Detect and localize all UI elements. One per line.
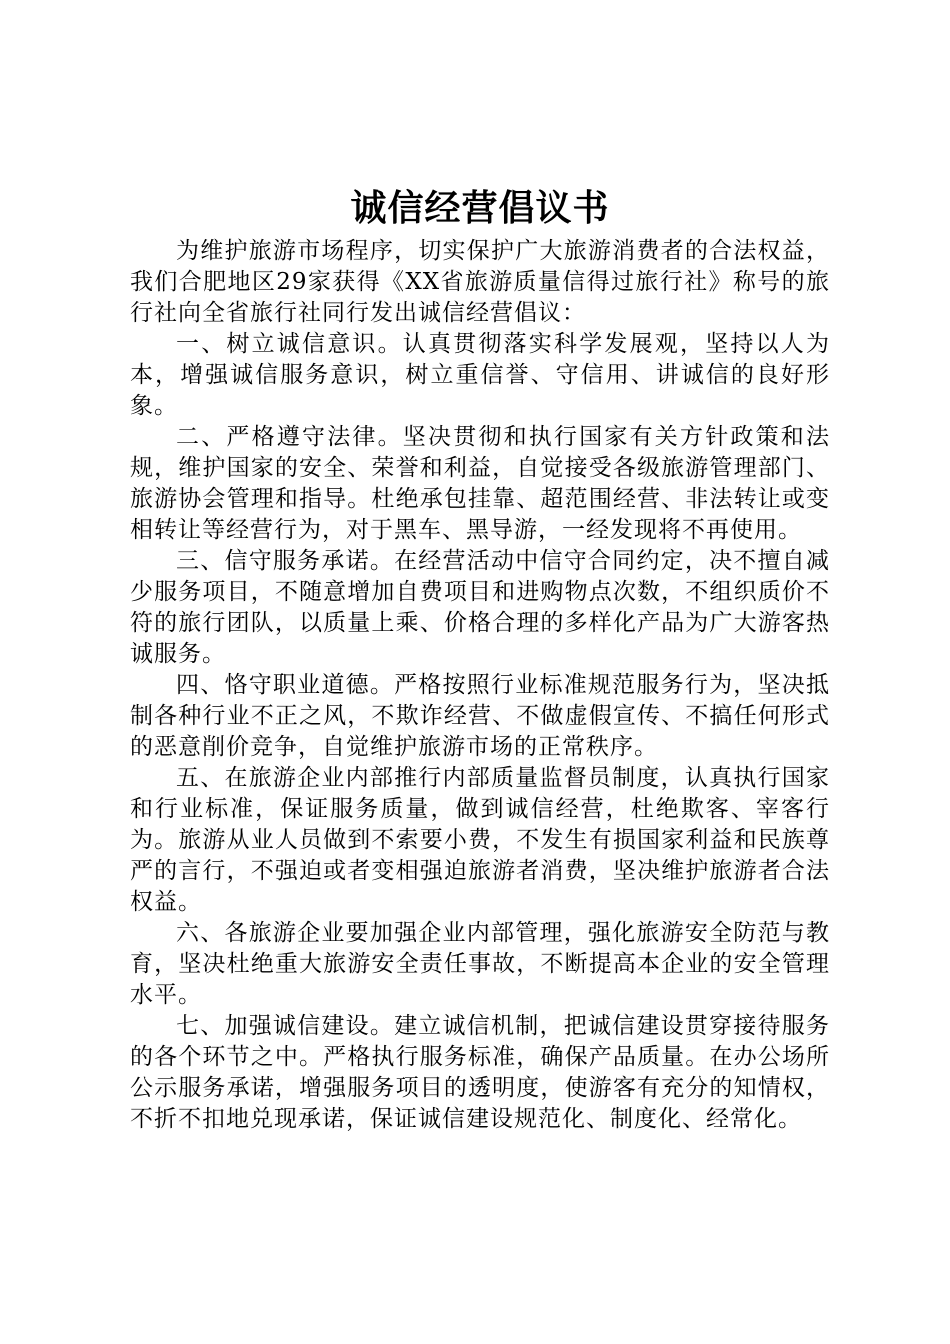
paragraph-1: 一、树立诚信意识。认真贯彻落实科学发展观，坚持以人为本，增强诚信服务意识，树立重信誉、守信用、讲诚信的良好形象。: [130, 331, 830, 419]
paragraph-6: 六、各旅游企业要加强企业内部管理，强化旅游安全防范与教育，坚决杜绝重大旅游安全责任事故，不断提高本企业的安全管理水平。: [130, 920, 830, 1008]
document-title: 诚信经营倡议书: [350, 188, 610, 229]
paragraph-2: 二、严格遵守法律。坚决贯彻和执行国家有关方针政策和法规，维护国家的安全、荣誉和利益，自觉接受各级旅游管理部门、旅游协会管理和指导。杜绝承包挂靠、超范围经营、非法转让或变相转让等经营行为，对于黑车、黑导游，一经发现将不再使用。: [130, 424, 830, 543]
paragraph-intro: 为维护旅游市场程序，切实保护广大旅游消费者的合法权益，我们合肥地区29家获得《XX省旅游质量信得过旅行社》称号的旅行社向全省旅行社同行发出诚信经营倡议：: [130, 238, 830, 326]
paragraph-7: 七、加强诚信建设。建立诚信机制，把诚信建设贯穿接待服务的各个环节之中。严格执行服务标准，确保产品质量。在办公场所公示服务承诺，增强服务项目的透明度，使游客有充分的知情权，不折不扣地兑现承诺，保证诚信建设规范化、制度化、经常化。: [130, 1013, 830, 1132]
document-page: [130, 186, 830, 1135]
paragraph-4: 四、恪守职业道德。严格按照行业标准规范服务行为，坚决抵制各种行业不正之风，不欺诈经营、不做虚假宣传、不搞任何形式的恶意削价竞争，自觉维护旅游市场的正常秩序。: [130, 672, 830, 760]
paragraph-5: 五、在旅游企业内部推行内部质量监督员制度，认真执行国家和行业标准，保证服务质量，做到诚信经营，杜绝欺客、宰客行为。旅游从业人员做到不索要小费，不发生有损国家利益和民族尊严的言行，不强迫或者变相强迫旅游者消费，坚决维护旅游者合法权益。: [130, 765, 830, 915]
paragraph-3: 三、信守服务承诺。在经营活动中信守合同约定，决不擅自减少服务项目，不随意增加自费项目和进购物点次数，不组织质价不符的旅行团队，以质量上乘、价格合理的多样化产品为广大游客热诚服务。: [130, 548, 830, 667]
